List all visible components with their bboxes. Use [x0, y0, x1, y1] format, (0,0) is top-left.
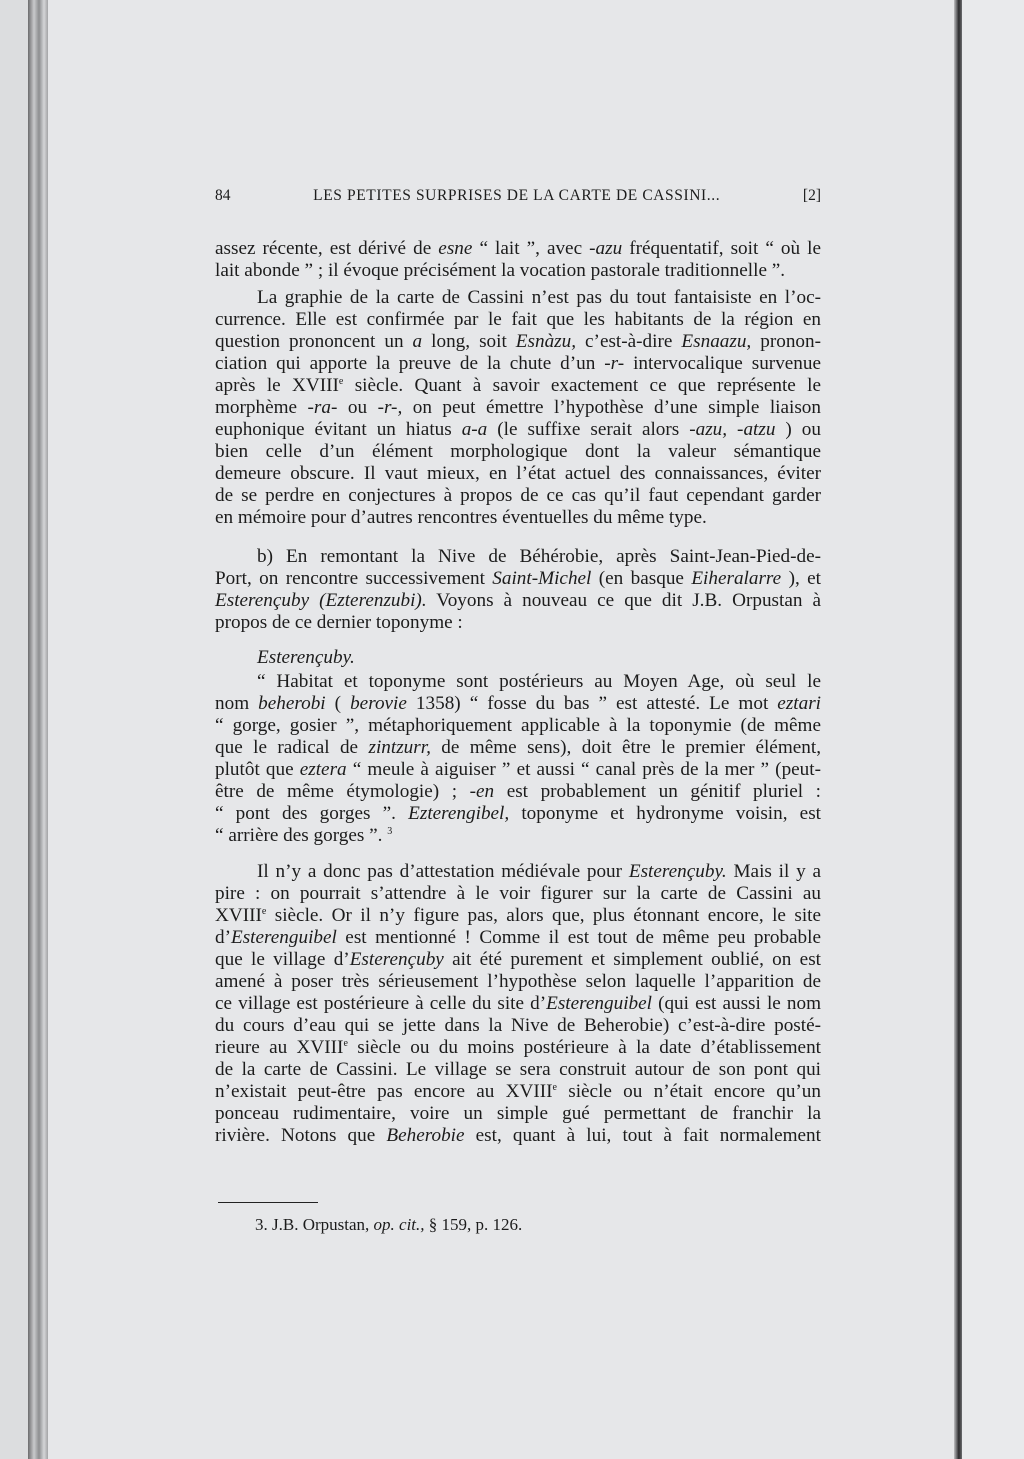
- paragraph: [215, 647, 821, 669]
- text-run: XVIII: [215, 905, 262, 926]
- text-run: Port, on rencontre successivement: [215, 568, 493, 589]
- text-run: (en basque: [591, 568, 692, 589]
- text-run: morphème: [215, 397, 308, 418]
- text-line: [215, 781, 821, 803]
- superscript: 3: [387, 826, 393, 837]
- italic-text: berovie: [350, 693, 407, 714]
- scan-background: [0, 0, 28, 1459]
- text-run: assez récente, est dérivé de: [215, 238, 439, 259]
- text-run: lait abonde ” ; il évoque précisément la vocation pastorale traditionnelle ”.: [215, 260, 786, 281]
- text-line: [215, 375, 821, 397]
- text-run: plutôt que: [215, 759, 300, 780]
- italic-text: eztari: [777, 693, 822, 714]
- text-run: fréquentatif, soit “ où le: [622, 238, 822, 259]
- text-line: [215, 1081, 821, 1103]
- text-line: [215, 715, 821, 737]
- text-run: (qui est aussi le nom: [651, 993, 822, 1014]
- text-line: [215, 590, 821, 612]
- text-line: [215, 260, 821, 282]
- text-run: de la carte de Cassini. Le village se sera construit autour de son pont qui: [215, 1059, 821, 1080]
- text-run: 1358) “ fosse du bas ” est attesté. Le mot: [406, 693, 778, 714]
- italic-text: Esnaazu,: [681, 331, 752, 352]
- text-run: d’: [215, 927, 231, 948]
- text-line: [215, 825, 821, 847]
- superscript: e: [552, 1082, 557, 1093]
- text-run: b) En remontant la Nive de Béhérobie, après Saint-Jean-Pied-de-: [257, 546, 821, 567]
- text-run: que le radical de: [215, 737, 369, 758]
- text-line: [215, 905, 821, 927]
- italic-text: a-a: [461, 419, 488, 440]
- text-line: [215, 238, 821, 260]
- text-run: ) ou: [775, 419, 821, 440]
- book-gutter: [954, 0, 962, 1459]
- text-line: [215, 949, 821, 971]
- text-run: en mémoire pour d’autres rencontres éventuelles du même type.: [215, 507, 707, 528]
- text-run: (: [325, 693, 351, 714]
- italic-text: a: [412, 331, 423, 352]
- text-run: Voyons à nouveau ce que dit J.B. Orpustan à: [426, 590, 821, 611]
- italic-text: zintzurr,: [368, 737, 431, 758]
- text-run: de même sens), doit être le premier élément,: [430, 737, 821, 758]
- italic-text: Esterenguibel: [546, 993, 652, 1014]
- text-run: La graphie de la carte de Cassini n’est pas du tout fantaisiste en l’oc-: [257, 287, 821, 308]
- italic-text: -azu, -atzu: [689, 419, 776, 440]
- italic-text: -r-,: [377, 397, 403, 418]
- text-line: [215, 737, 821, 759]
- text-run: demeure obscure. Il vaut mieux, en l’état actuel des connaissances, éviter: [215, 463, 821, 484]
- page-number: 84: [215, 187, 231, 204]
- text-line: [215, 612, 821, 634]
- text-line: [215, 671, 821, 693]
- text-run: rieure au XVIII: [215, 1037, 344, 1058]
- paragraph: [215, 861, 821, 1147]
- text-run: “ lait ”, avec: [472, 238, 590, 259]
- text-run: après le XVIII: [215, 375, 339, 396]
- text-line: [215, 861, 821, 883]
- text-run: siècle ou n’était encore qu’un: [556, 1081, 821, 1102]
- text-line: [215, 927, 821, 949]
- italic-text: Esterenguibel: [230, 927, 337, 948]
- text-run: n’existait peut-être pas encore au XVIII: [215, 1081, 553, 1102]
- text-run: “ pont des gorges ”.: [215, 803, 409, 824]
- text-run: toponyme et hydronyme voisin, est: [509, 803, 821, 824]
- body-text: [215, 238, 821, 1147]
- paragraph: [215, 238, 821, 282]
- footnote: [255, 1214, 522, 1236]
- text-run: question prononcent un: [215, 331, 413, 352]
- text-run: amené à poser très sérieusement l’hypothèse selon laquelle l’apparition de: [215, 971, 821, 992]
- text-run: 3. J.B. Orpustan,: [255, 1215, 374, 1234]
- text-run: currence. Elle est confirmée par le fait que les habitants de la région en: [215, 309, 821, 330]
- text-run: ait été purement et simplement oublié, on est: [443, 949, 821, 970]
- text-line: [215, 397, 821, 419]
- text-run: ), et: [781, 568, 821, 589]
- text-run: long, soit: [422, 331, 516, 352]
- text-run: est probablement un génitif pluriel :: [494, 781, 822, 802]
- paragraph: [215, 287, 821, 529]
- text-run: intervocalique survenue: [624, 353, 822, 374]
- text-run: “ gorge, gosier ”, métaphoriquement applicable à la toponymie (de même: [215, 715, 821, 736]
- text-line: [215, 463, 821, 485]
- text-run: ponceau rudimentaire, voire un simple gué permettant de franchir la: [215, 1103, 821, 1124]
- italic-text: Esterençuby.: [257, 647, 355, 668]
- text-run: être de même étymologie) ;: [215, 781, 470, 802]
- italic-text: esne: [438, 238, 473, 259]
- text-run: Mais il y a: [726, 861, 821, 882]
- text-line: [215, 759, 821, 781]
- italic-text: Beherobie: [386, 1125, 465, 1146]
- text-run: rivière. Notons que: [215, 1125, 387, 1146]
- text-run: ou: [337, 397, 378, 418]
- text-run: est mentionné ! Comme il est tout de même peu probable: [336, 927, 821, 948]
- text-run: de se perdre en conjectures à propos de ce cas qu’il faut cependant garder: [215, 485, 821, 506]
- text-run: siècle ou du moins postérieure à la date d’établissement: [347, 1037, 821, 1058]
- text-run: “ meule à aiguiser ” et aussi “ canal près de la mer ” (peut-: [346, 759, 821, 780]
- italic-text: Ezterengibel,: [408, 803, 510, 824]
- text-run: Il n’y a donc pas d’attestation médiévale pour: [257, 861, 629, 882]
- text-line: [215, 1059, 821, 1081]
- italic-text: eztera: [299, 759, 347, 780]
- text-line: [215, 1037, 821, 1059]
- italic-text: Saint-Michel: [492, 568, 592, 589]
- italic-text: -azu: [589, 238, 623, 259]
- italic-text: Esterençuby.: [628, 861, 727, 882]
- text-line: [215, 1103, 821, 1125]
- section-number: [2]: [802, 187, 821, 204]
- italic-text: op. cit.,: [373, 1215, 425, 1234]
- superscript: e: [343, 1038, 348, 1049]
- text-line: [215, 993, 821, 1015]
- italic-text: beherobi: [258, 693, 326, 714]
- text-line: [215, 971, 821, 993]
- text-run: siècle. Or il n’y figure pas, alors que, plus étonnant encore, le site: [266, 905, 821, 926]
- text-run: que le village d’: [215, 949, 350, 970]
- superscript: e: [261, 906, 267, 917]
- text-run: nom: [215, 693, 259, 714]
- text-run: du cours d’eau qui se jette dans la Nive de Beherobie) c’est-à-dire posté-: [215, 1015, 821, 1036]
- text-run: est, quant à lui, tout à fait normalement: [464, 1125, 821, 1146]
- text-run: on peut émettre l’hypothèse d’une simple liaison: [402, 397, 821, 418]
- italic-text: Esnàzu,: [515, 331, 577, 352]
- text-run: “ Habitat et toponyme sont postérieurs au Moyen Age, où seul le: [257, 671, 821, 692]
- text-run: pronon-: [751, 331, 821, 352]
- italic-text: Esterençuby: [349, 949, 444, 970]
- text-line: [215, 507, 821, 529]
- text-line: [215, 1015, 821, 1037]
- text-line: [215, 568, 821, 590]
- italic-text: -ra-: [307, 397, 338, 418]
- text-run: pire : on pourrait s’attendre à le voir figurer sur la carte de Cassini au: [215, 883, 821, 904]
- text-run: bien celle d’un élément morphologique dont la valeur sémantique: [215, 441, 821, 462]
- text-line: [215, 353, 821, 375]
- text-line: [215, 693, 821, 715]
- running-title: LES PETITES SURPRISES DE LA CARTE DE CASSINI...: [313, 187, 721, 204]
- text-run: ce village est postérieure à celle du site d’: [215, 993, 547, 1014]
- text-line: [215, 883, 821, 905]
- text-line: [215, 647, 821, 669]
- running-header: [215, 185, 821, 207]
- page-stack-edge: [28, 0, 48, 1459]
- text-line: [215, 485, 821, 507]
- text-line: [215, 803, 821, 825]
- facing-page-edge: [962, 0, 1024, 1459]
- text-run: euphonique évitant un hiatus: [215, 419, 462, 440]
- paragraph: [215, 546, 821, 634]
- italic-text: Esterençuby (Ezterenzubi).: [215, 590, 427, 611]
- text-line: [215, 1125, 821, 1147]
- text-run: § 159, p. 126.: [424, 1215, 523, 1234]
- italic-text: -en: [469, 781, 495, 802]
- superscript: e: [338, 376, 344, 387]
- text-run: ciation qui apporte la preuve de la chute d’un: [215, 353, 605, 374]
- text-line: [215, 546, 821, 568]
- text-line: [215, 419, 821, 441]
- text-run: “ arrière des gorges ”.: [215, 825, 388, 846]
- text-run: (le suffixe serait alors: [487, 419, 690, 440]
- text-run: propos de ce dernier toponyme :: [215, 612, 463, 633]
- text-line: [215, 287, 821, 309]
- text-line: [215, 441, 821, 463]
- italic-text: -r-: [604, 353, 625, 374]
- text-line: [215, 309, 821, 331]
- text-run: siècle. Quant à savoir exactement ce que représente le: [343, 375, 821, 396]
- text-run: c’est-à-dire: [576, 331, 682, 352]
- footnote-rule: [218, 1202, 318, 1203]
- text-line: [215, 331, 821, 353]
- italic-text: Eiheralarre: [691, 568, 782, 589]
- paragraph: [215, 671, 821, 847]
